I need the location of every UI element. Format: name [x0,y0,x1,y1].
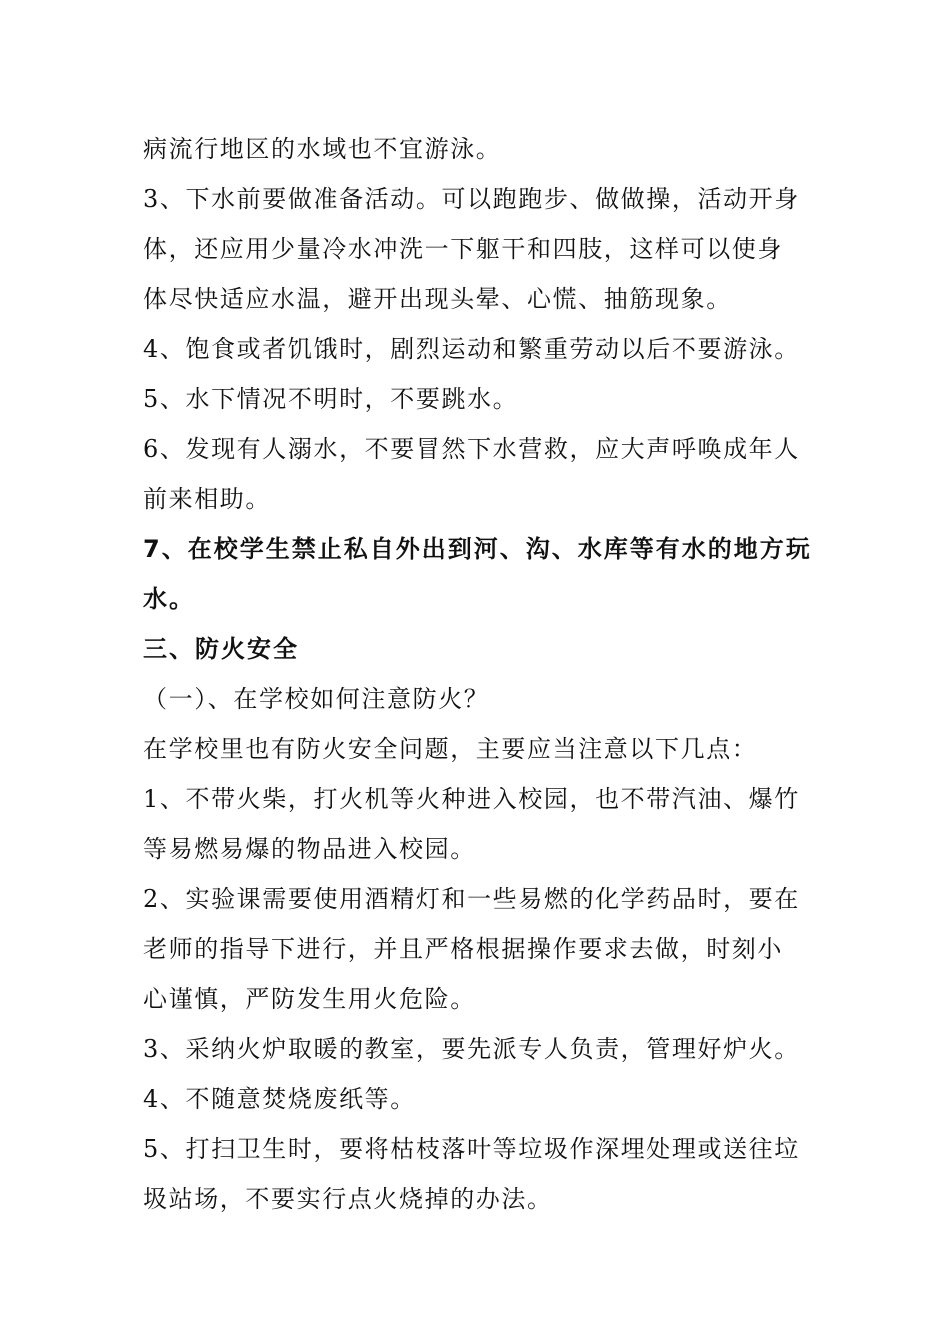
list-item-6: 6、发现有人溺水，不要冒然下水营救，应大声呼唤成年人 [143,435,800,463]
list-item-3: 3、下水前要做准备活动。可以跑跑步、做做操，活动开身 [143,185,800,213]
body-text-line: 体，还应用少量冷水冲洗一下躯干和四肢，这样可以使身 [143,235,783,263]
list-item-4: 4、饱食或者饥饿时，剧烈运动和繁重劳动以后不要游泳。 [143,335,800,363]
list-item-3: 3、采纳火炉取暖的教室，要先派专人负责，管理好炉火。 [143,1035,800,1063]
body-text-line: 病流行地区的水域也不宜游泳。 [143,135,502,163]
body-text-line-bold: 水。 [143,585,195,613]
body-text-line: 在学校里也有防火安全问题，主要应当注意以下几点： [143,735,758,763]
body-text-line: 心谨慎，严防发生用火危险。 [143,985,476,1013]
list-item-2: 2、实验课需要使用酒精灯和一些易燃的化学药品时，要在 [143,885,800,913]
list-item-4: 4、不随意焚烧废纸等。 [143,1085,416,1113]
body-text-line: 圾站场，不要实行点火烧掉的办法。 [143,1185,553,1213]
list-item-7-bold: 7、在校学生禁止私自外出到河、沟、水库等有水的地方玩 [143,535,812,563]
section-heading: 三、防火安全 [143,635,299,663]
body-text-line: 体尽快适应水温，避开出现头晕、心慌、抽筋现象。 [143,285,732,313]
body-text-line: 等易燃易爆的物品进入校园。 [143,835,476,863]
subsection-heading: （一）、在学校如何注意防火？ [143,685,490,713]
body-text-line: 前来相助。 [143,485,271,513]
list-item-5: 5、打扫卫生时，要将枯枝落叶等垃圾作深埋处理或送往垃 [143,1135,800,1163]
body-text-line: 老师的指导下进行，并且严格根据操作要求去做，时刻小 [143,935,783,963]
list-item-5: 5、水下情况不明时，不要跳水。 [143,385,519,413]
list-item-1: 1、不带火柴，打火机等火种进入校园，也不带汽油、爆竹 [143,785,800,813]
